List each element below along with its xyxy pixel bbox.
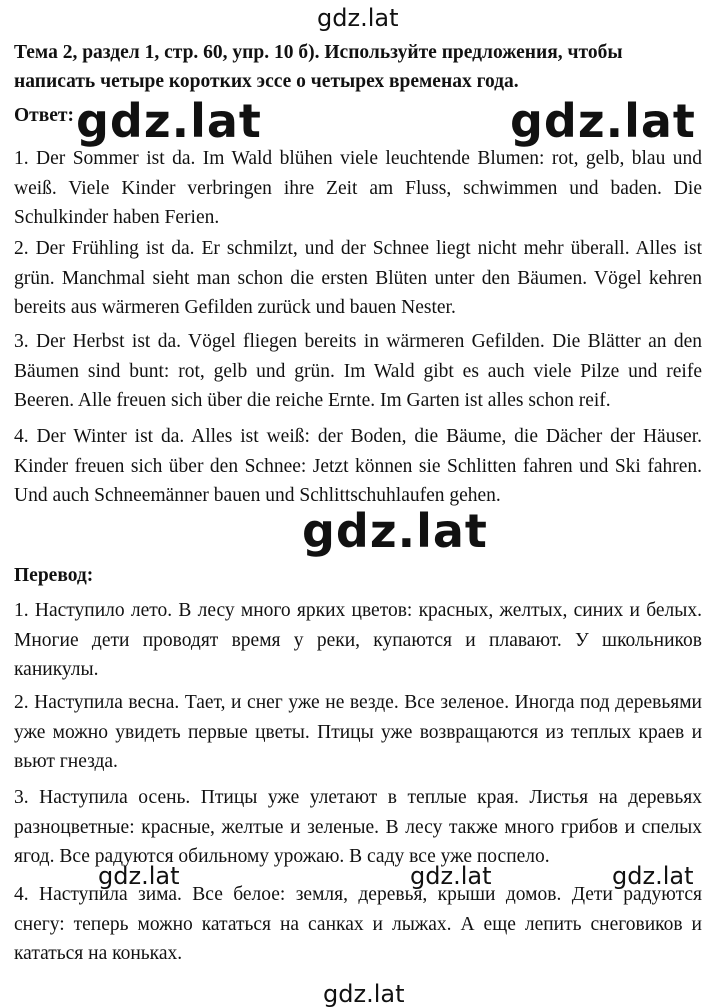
watermark-center: gdz.lat xyxy=(302,504,488,558)
translation-paragraph-2: 2. Наступила весна. Тает, и снег уже не везде. Все зеленое. Иногда под деревьями уже можно увидеть первые цветы. Птицы уже возвращаются из теплых краев и вьют гнезда. xyxy=(14,692,702,772)
watermark-row-mid: gdz.lat xyxy=(410,862,492,890)
translation-paragraph-3: 3. Наступила осень. Птицы уже улетают в теплые края. Листья на деревьях разноцветные: красные, желтые и зеленые. В лесу также много грибов и спелых ягод. Все радуются обильному урожаю. В саду все уже поспело. xyxy=(14,787,702,867)
watermark-bottom: gdz.lat xyxy=(323,980,405,1008)
translation-paragraph-4: 4. Наступила зима. Все белое: земля, деревья, крыши домов. Дети радуются снегу: теперь можно кататься на санках и лыжах. А еще лепить снеговиков и кататься на коньках. xyxy=(14,884,702,964)
watermark-top: gdz.lat xyxy=(317,4,399,32)
watermark-row-left: gdz.lat xyxy=(98,862,180,890)
answer-paragraph-3: 3. Der Herbst ist da. Vögel fliegen bereits in wärmeren Gefilden. Die Blätter an den Bäumen sind bunt: rot, gelb und grün. Im Wald gibt es auch viele Pilze und reife Beeren. Alle freuen sich über die reiche Ernte. Im Garten ist alles schon reif. xyxy=(14,331,702,411)
task-statement: Тема 2, раздел 1, стр. 60, упр. 10 б). Используйте предложения, чтобы написать четыре коротких эссе о четырех временах года. xyxy=(14,42,623,92)
answer-paragraph-4: 4. Der Winter ist da. Alles ist weiß: der Boden, die Bäume, die Dächer der Häuser. Kinder freuen sich über den Schnee: Jetzt können sie Schlitten fahren und Ski fahren. Und auch Schneemänner bauen und Schlittschuhlaufen gehen. xyxy=(14,426,702,506)
translation-label: Перевод: xyxy=(14,565,94,586)
answer-label: Ответ: xyxy=(14,105,75,126)
answer-paragraph-1: 1. Der Sommer ist da. Im Wald blühen viele leuchtende Blumen: rot, gelb, blau und weiß. Viele Kinder verbringen ihre Zeit am Fluss, schwimmen und baden. Die Schulkinder haben Ferien. xyxy=(14,148,702,228)
answer-paragraph-2: 2. Der Frühling ist da. Er schmilzt, und der Schnee liegt nicht mehr überall. Alles ist grün. Manchmal sieht man schon die ersten Blüten unter den Bäumen. Vögel kehren bereits aus wärmeren Gefilden zurück und bauen Nester. xyxy=(14,238,702,318)
translation-paragraph-1: 1. Наступило лето. В лесу много ярких цветов: красных, желтых, синих и белых. Многие дети проводят время у реки, купаются и плавают. У школьников каникулы. xyxy=(14,600,702,680)
watermark-row-right: gdz.lat xyxy=(612,862,694,890)
watermark-answer-right: gdz.lat xyxy=(510,94,696,148)
watermark-answer-left: gdz.lat xyxy=(76,94,262,148)
